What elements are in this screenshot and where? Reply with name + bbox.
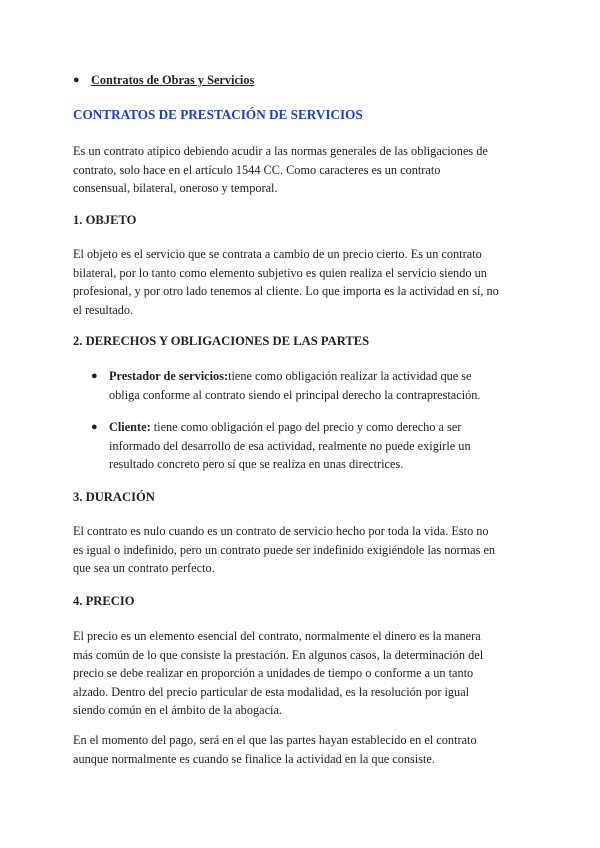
section-4-paragraph xyxy=(73,627,533,720)
paragraph-line: El objeto es el servicio que se contrata a cambio de un precio cierto. Es un contrato xyxy=(73,247,482,261)
section-4-heading: 4. PRECIO xyxy=(73,594,135,608)
list-item-term: Cliente: xyxy=(109,420,151,434)
list-item-term: Prestador de servicios: xyxy=(109,369,229,383)
paragraph-line: alzado. Dentro del precio particular de esta modalidad, es la resolución por igual xyxy=(73,684,470,699)
section-1-heading: 1. OBJETO xyxy=(73,213,137,227)
paragraph-line: aunque normalmente es cuando se finalice la actividad en la que consiste. xyxy=(73,751,435,766)
paragraph-line: que sea un contrato perfecto. xyxy=(73,561,215,575)
intro-paragraph xyxy=(73,142,533,198)
top-bullet-text: Contratos de Obras y Servicios xyxy=(91,73,255,87)
list-item-cliente xyxy=(91,418,529,474)
bullet-dot-icon: ● xyxy=(73,74,80,86)
bullet-dot-icon: ● xyxy=(91,421,98,433)
list-item-text: tiene como obligación realizar la actividad que se xyxy=(228,369,472,383)
section-3-heading: 3. DURACIÓN xyxy=(73,490,155,504)
section-4-paragraph-2 xyxy=(73,731,533,768)
paragraph-line: El precio es un elemento esencial del contrato, normalmente el dinero es la manera xyxy=(73,629,481,643)
list-item-text: obliga conforme al contrato siendo el principal derecho la contraprestación. xyxy=(109,387,481,402)
section-2-heading: 2. DERECHOS Y OBLIGACIONES DE LAS PARTES xyxy=(73,334,370,348)
paragraph-line: el resultado. xyxy=(73,302,134,317)
section-1-paragraph xyxy=(73,245,533,319)
bullet-dot-icon: ● xyxy=(91,370,98,382)
document-title: CONTRATOS DE PRESTACIÓN DE SERVICIOS xyxy=(73,107,363,122)
paragraph-line: En el momento del pago, será en el que las partes hayan establecido en el contrato xyxy=(73,733,477,747)
intro-line: Es un contrato atípico debiendo acudir a las normas generales de las obligaciones de xyxy=(73,144,488,158)
section-3-paragraph xyxy=(73,522,533,578)
intro-line: consensual, bilateral, oneroso y temporal. xyxy=(73,181,278,195)
paragraph-line: bilateral, por lo tanto como elemento subjetivo es quien realiza el servicio siendo un xyxy=(73,265,487,280)
paragraph-line: es igual o indefinido, pero un contrato puede ser indefinido exigiéndole las normas en xyxy=(73,542,496,557)
list-item-text: tiene como obligación el pago del precio y como derecho a ser xyxy=(150,420,462,434)
list-item-text: informado del desarrollo de esa actividad, realmente no puede exigirle un xyxy=(109,438,471,453)
paragraph-line: más común de lo que consiste la prestación. En algunos casos, la determinación del xyxy=(73,647,484,662)
top-bullet-item xyxy=(73,71,551,90)
paragraph-line: El contrato es nulo cuando es un contrato de servicio hecho por toda la vida. Esto no xyxy=(73,524,489,538)
list-item-prestador xyxy=(91,367,529,404)
paragraph-line: profesional, y por otro lado tenemos al cliente. Lo que importa es la actividad en sí, no xyxy=(73,284,499,298)
list-item-text: resultado concreto pero sí que se realiza en unas directrices. xyxy=(109,457,404,471)
paragraph-line: precio se debe realizar en proporción a unidades de tiempo o conforme a un tanto xyxy=(73,666,474,680)
intro-line: contrato, solo hace en el artículo 1544 CC. Como caracteres es un contrato xyxy=(73,162,441,177)
paragraph-line: siendo común en el ámbito de la abogacía. xyxy=(73,703,282,717)
